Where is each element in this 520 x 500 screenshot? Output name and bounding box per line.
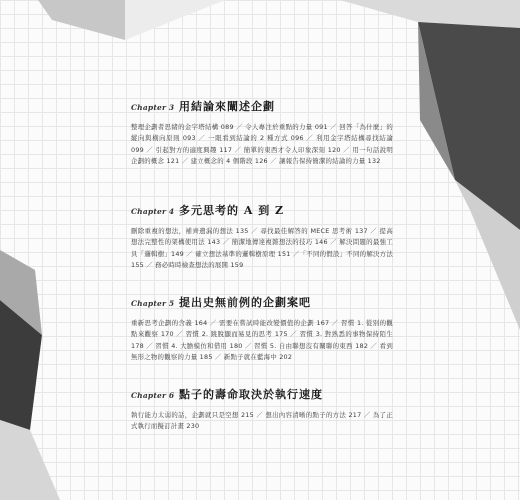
chapter-contents: 刪除重複的想法，補齊遺漏的想法 135 ／ 尋找最佳解答的 MECE 思考術 137 ／ 提高想法完整性的架構使用法 143 ／ 簡潔地傳達複雜想法的技巧 146 ／ 解決問題的最強工具「邏輯樹」149 ／ 確立想法基準的邏輯樹原理 151 ／「不同的假設」不同的解決方法 155 ／ 務必時時檢查想法的展開 159 [131, 227, 393, 270]
chapter-heading [131, 202, 393, 220]
chapter-contents: 執行能力太弱的話，企劃就只是空想 215 ／ 想出內容清晰的點子的方法 217 ／ 為了正式執行而擬訂計畫 230 [131, 411, 393, 431]
chapter-contents: 整理企劃者思緒的金字塔結構 089 ／ 令人專注於重點的力量 091 ／ 回答「為什麼」的縱向與橫向原則 093 ／ 一眼看到結論的 2 種方式 096 ／ 利用金字塔結構尋找結論 099 ／ 引起對方的適度興趣 117 ／ 簡單的東西才令人印象深刻 120 ／ 用一句話說明企劃的概念 121 ／ 建立概念的 4 個階段 126 ／ 讓報告保持簡潔的結論的力量 132 [131, 123, 393, 166]
chapter-contents: 重新思考企劃的含義 164 ／ 需要在嘗試時能改變價值的企劃 167 ／ 習慣 1. 從別的觀點來觀察 170 ／ 習慣 2. 跳脫顯而易見的思考 175 ／ 習慣 3. 對熟悉的事物保持陌生 178 ／ 習慣 4. 大膽模仿和借用 180 ／ 習慣 5. 自由聯想沒有關聯的東西 182 ／ 看到無形之物的觀察的力量 185 ／ 新點子就在藍海中 202 [131, 319, 393, 362]
chapter-section [131, 98, 393, 168]
chapter-number: Chapter 5 [131, 299, 175, 308]
polygon-top-left [38, 0, 125, 40]
chapter-title: 多元思考的 A 到 Z [179, 204, 285, 217]
chapter-heading [131, 98, 393, 116]
chapter-section [131, 386, 393, 433]
chapter-title: 提出史無前例的企劃案吧 [179, 296, 311, 309]
chapter-section [131, 202, 393, 272]
chapter-number: Chapter 4 [131, 207, 175, 216]
chapter-heading [131, 386, 393, 404]
polygon-left-light [0, 420, 60, 500]
chapter-title: 點子的壽命取決於執行速度 [179, 388, 323, 401]
polygon-top-center [125, 0, 225, 40]
chapter-number: Chapter 6 [131, 391, 175, 400]
chapter-section [131, 294, 393, 364]
chapter-heading [131, 294, 393, 312]
chapter-title: 用結論來闡述企劃 [179, 100, 275, 113]
chapter-number: Chapter 3 [131, 103, 175, 112]
